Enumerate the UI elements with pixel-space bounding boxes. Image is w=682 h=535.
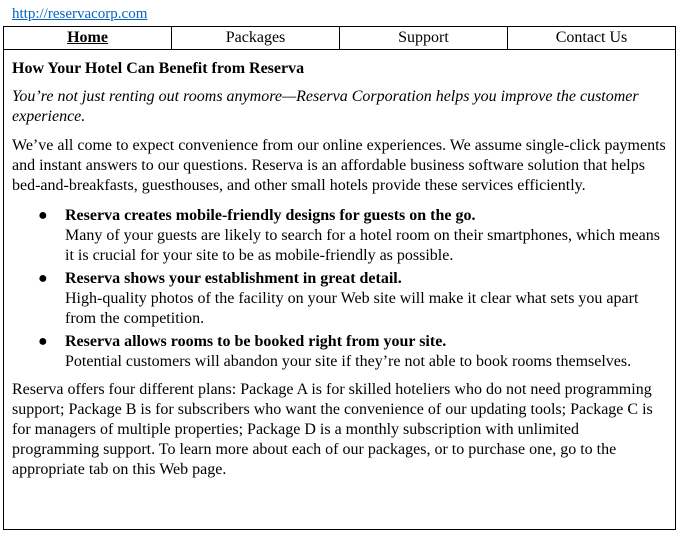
feature-title: Reserva creates mobile-friendly designs for guests on the go. xyxy=(65,207,476,224)
feature-title: Reserva allows rooms to be booked right from your site. xyxy=(65,333,447,350)
bullet-icon: ● xyxy=(38,207,48,224)
tagline: You’re not just renting out rooms anymore—Reserva Corporation helps you improve the customer experience. xyxy=(12,88,639,125)
bullet-icon: ● xyxy=(38,333,48,350)
page-heading: How Your Hotel Can Benefit from Reserva xyxy=(12,60,305,77)
nav-bar xyxy=(4,27,675,50)
tab-support[interactable]: Support xyxy=(340,27,508,49)
feature-list xyxy=(12,206,666,372)
page-frame xyxy=(3,26,676,530)
tab-packages[interactable]: Packages xyxy=(172,27,340,49)
tab-home[interactable]: Home xyxy=(4,27,172,49)
feature-item-detail xyxy=(12,269,666,329)
feature-description: Potential customers will abandon your site if they’re not able to book rooms themselves. xyxy=(65,353,632,370)
feature-description: Many of your guests are likely to search for a hotel room on their smartphones, which means it is crucial for your site to be as mobile-friendly as possible. xyxy=(65,227,660,264)
feature-title: Reserva shows your establishment in great detail. xyxy=(65,270,402,287)
closing-paragraph: Reserva offers four different plans: Package A is for skilled hoteliers who do not need programming support; Package B is for subscribers who want the convenience of our updating tools; Package C is for managers of multiple properties; Package D is a monthly subscription with unlimited programming support. To learn more about each of our packages, or to purchase one, go to the appropriate tab on this Web page. xyxy=(12,381,653,478)
feature-item-mobile xyxy=(12,206,666,266)
tab-contact-us[interactable]: Contact Us xyxy=(555,29,628,46)
bullet-icon: ● xyxy=(38,270,48,287)
intro-paragraph: We’ve all come to expect convenience from our online experiences. We assume single-click payments and instant answers to our questions. Reserva is an affordable business software solution that helps bed-and-breakfasts, guesthouses, and other small hotels provide these services efficiently. xyxy=(12,137,666,194)
feature-item-booking xyxy=(12,332,666,372)
feature-description: High-quality photos of the facility on your Web site will make it clear what sets you apart from the competition. xyxy=(65,290,639,327)
main-content xyxy=(4,50,675,480)
site-url-link[interactable]: http://reservacorp.com xyxy=(12,6,148,22)
